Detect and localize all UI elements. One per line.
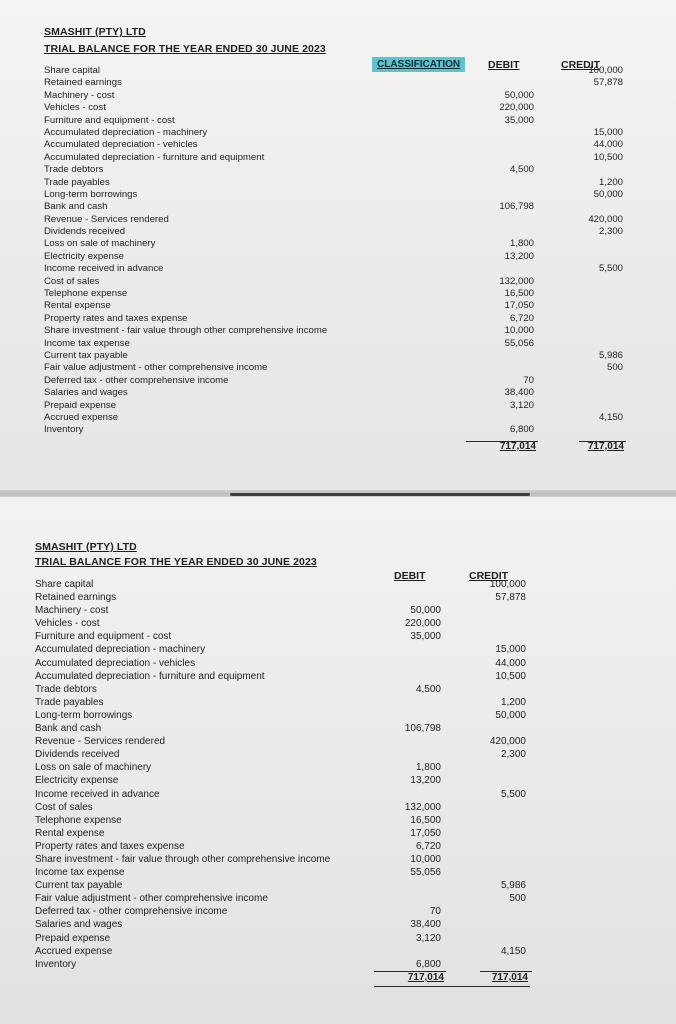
account-name: Income tax expense — [35, 867, 125, 879]
account-row — [35, 709, 635, 722]
debit-amount: 4,500 — [509, 164, 534, 176]
debit-total: 717,014 — [407, 972, 444, 983]
debit-amount: 50,000 — [410, 605, 441, 617]
account-row — [35, 866, 635, 879]
debit-amount: 55,056 — [410, 867, 441, 879]
credit-amount: 15,000 — [495, 644, 526, 656]
account-name: Rental expense — [35, 827, 105, 839]
account-row — [44, 288, 644, 300]
account-row — [44, 177, 644, 189]
account-row — [44, 214, 644, 226]
account-row — [35, 617, 635, 630]
account-row — [35, 827, 635, 840]
account-name: Furniture and equipment - cost — [35, 631, 172, 643]
account-row — [44, 139, 644, 151]
account-name: Dividends received — [44, 226, 126, 238]
account-row — [35, 932, 635, 945]
account-row — [44, 338, 644, 350]
credit-amount: 5,500 — [598, 263, 623, 275]
debit-header: DEBIT — [488, 59, 520, 71]
credit-amount: 500 — [606, 362, 623, 374]
account-row — [44, 263, 644, 275]
credit-amount: 44,000 — [495, 657, 526, 669]
credit-amount: 5,986 — [500, 880, 526, 892]
debit-amount: 6,800 — [509, 424, 534, 436]
debit-amount: 3,120 — [509, 399, 534, 411]
account-row — [44, 189, 644, 201]
credit-amount: 4,150 — [598, 411, 623, 423]
debit-amount: 3,120 — [415, 932, 441, 944]
debit-amount: 35,000 — [504, 114, 534, 126]
credit-amount: 50,000 — [495, 709, 526, 721]
debit-amount: 16,500 — [504, 288, 534, 300]
debit-amount: 10,000 — [504, 325, 534, 337]
account-row — [44, 375, 644, 387]
account-name: Accrued expense — [35, 945, 113, 957]
account-row — [35, 696, 635, 709]
account-name: Accrued expense — [44, 411, 119, 423]
account-name: Loss on sale of machinery — [35, 762, 152, 774]
account-row — [35, 604, 635, 617]
credit-amount: 15,000 — [593, 126, 623, 138]
account-row — [35, 945, 635, 958]
credit-amount: 50,000 — [593, 188, 623, 200]
account-name: Share investment - fair value through other comprehensive income — [35, 853, 331, 865]
account-name: Current tax payable — [35, 880, 123, 892]
debit-amount: 220,000 — [499, 102, 534, 114]
account-name: Cost of sales — [44, 275, 100, 287]
debit-amount: 50,000 — [504, 89, 534, 101]
account-name: Electricity expense — [35, 775, 119, 787]
debit-amount: 55,056 — [504, 337, 534, 349]
account-name: Accumulated depreciation - machinery — [35, 644, 206, 656]
debit-amount: 132,000 — [404, 801, 441, 813]
credit-total: 717,014 — [587, 441, 624, 452]
account-name: Salaries and wages — [44, 387, 128, 399]
fold-shadow — [230, 493, 530, 496]
double-underline — [374, 986, 530, 987]
account-row — [35, 918, 635, 931]
account-list — [44, 65, 644, 437]
account-row — [44, 300, 644, 312]
debit-amount: 70 — [429, 906, 441, 918]
credit-amount: 10,500 — [495, 670, 526, 682]
company-name: SMASHIT (PTY) LTD — [44, 26, 146, 38]
account-name: Income received in advance — [35, 788, 160, 800]
credit-header: CREDIT — [469, 570, 509, 582]
account-name: Bank and cash — [35, 723, 102, 735]
account-name: Share investment - fair value through other comprehensive income — [44, 325, 328, 337]
account-name: Cost of sales — [35, 801, 93, 813]
account-name: Retained earnings — [44, 77, 122, 89]
debit-amount: 4,500 — [415, 683, 441, 695]
account-row — [35, 879, 635, 892]
statement-title: TRIAL BALANCE FOR THE YEAR ENDED 30 JUNE 2023 — [35, 556, 317, 568]
account-row — [35, 774, 635, 787]
account-row — [35, 683, 635, 696]
account-row — [44, 424, 644, 436]
account-name: Telephone expense — [35, 814, 122, 826]
debit-header: DEBIT — [394, 570, 426, 582]
account-name: Inventory — [44, 424, 84, 436]
debit-amount: 106,798 — [404, 723, 441, 735]
account-name: Loss on sale of machinery — [44, 238, 156, 250]
account-name: Retained earnings — [35, 592, 117, 604]
account-row — [44, 77, 644, 89]
credit-total: 717,014 — [491, 972, 528, 983]
account-name: Machinery - cost — [35, 605, 109, 617]
credit-amount: 10,500 — [593, 151, 623, 163]
account-name: Fair value adjustment - other comprehensive income — [44, 362, 268, 374]
account-name: Electricity expense — [44, 250, 124, 262]
account-row — [35, 892, 635, 905]
account-name: Current tax payable — [44, 349, 128, 361]
debit-amount: 1,800 — [415, 762, 441, 774]
account-name: Share capital — [44, 65, 100, 76]
debit-amount: 6,720 — [415, 840, 441, 852]
classification-header: CLASSIFICATION — [372, 57, 465, 72]
credit-amount: 100,000 — [588, 65, 623, 76]
credit-amount: 5,500 — [500, 788, 526, 800]
account-name: Long-term borrowings — [35, 709, 133, 721]
account-name: Rental expense — [44, 300, 111, 312]
account-row — [44, 313, 644, 325]
account-name: Dividends received — [35, 749, 120, 761]
account-name: Bank and cash — [44, 201, 108, 213]
account-name: Revenue - Services rendered — [35, 736, 166, 748]
account-row — [35, 630, 635, 643]
credit-amount: 2,300 — [500, 749, 526, 761]
account-name: Accumulated depreciation - furniture and equipment — [35, 670, 265, 682]
debit-amount: 6,800 — [415, 958, 441, 970]
credit-amount: 500 — [509, 893, 526, 905]
debit-amount: 1,800 — [509, 238, 534, 250]
account-row — [35, 853, 635, 866]
account-name: Accumulated depreciation - vehicles — [44, 139, 198, 151]
account-name: Property rates and taxes expense — [44, 312, 188, 324]
debit-amount: 70 — [523, 374, 534, 386]
debit-amount: 13,200 — [410, 775, 441, 787]
credit-amount: 100,000 — [489, 579, 526, 590]
account-name: Prepaid expense — [35, 932, 111, 944]
debit-amount: 106,798 — [499, 201, 534, 213]
account-row — [35, 722, 635, 735]
account-name: Income tax expense — [44, 337, 130, 349]
account-row — [35, 958, 635, 971]
account-list — [35, 578, 635, 971]
account-row — [35, 578, 635, 591]
account-name: Revenue - Services rendered — [44, 213, 169, 225]
account-name: Long-term borrowings — [44, 188, 138, 200]
debit-amount: 17,050 — [504, 300, 534, 312]
account-row — [44, 201, 644, 213]
account-name: Accumulated depreciation - machinery — [44, 126, 208, 138]
credit-amount: 1,200 — [598, 176, 623, 188]
account-row — [44, 387, 644, 399]
account-row — [44, 238, 644, 250]
account-name: Vehicles - cost — [44, 102, 106, 114]
account-row — [44, 325, 644, 337]
debit-amount: 6,720 — [509, 312, 534, 324]
credit-amount: 57,878 — [593, 77, 623, 89]
account-row — [44, 362, 644, 374]
account-name: Trade debtors — [35, 683, 97, 695]
account-row — [44, 350, 644, 362]
account-name: Vehicles - cost — [35, 618, 100, 630]
credit-amount: 2,300 — [598, 226, 623, 238]
account-row — [35, 840, 635, 853]
account-row — [44, 102, 644, 114]
account-name: Accumulated depreciation - furniture and equipment — [44, 151, 265, 163]
account-row — [44, 226, 644, 238]
account-row — [35, 670, 635, 683]
account-name: Inventory — [35, 958, 77, 970]
statement-title: TRIAL BALANCE FOR THE YEAR ENDED 30 JUNE 2023 — [44, 43, 326, 55]
account-row — [44, 276, 644, 288]
debit-amount: 38,400 — [504, 387, 534, 399]
account-row — [44, 400, 644, 412]
account-row — [44, 90, 644, 102]
account-name: Deferred tax - other comprehensive income — [35, 906, 228, 918]
debit-amount: 13,200 — [504, 250, 534, 262]
account-row — [44, 164, 644, 176]
debit-amount: 132,000 — [499, 275, 534, 287]
credit-amount: 420,000 — [588, 213, 623, 225]
account-row — [35, 814, 635, 827]
account-row — [44, 412, 644, 424]
credit-amount: 5,986 — [598, 349, 623, 361]
account-row — [35, 591, 635, 604]
debit-amount: 17,050 — [410, 827, 441, 839]
account-name: Fair value adjustment - other comprehensive income — [35, 893, 268, 905]
account-name: Telephone expense — [44, 288, 128, 300]
account-name: Trade debtors — [44, 164, 104, 176]
company-name: SMASHIT (PTY) LTD — [35, 541, 137, 553]
account-row — [44, 65, 644, 77]
credit-amount: 420,000 — [489, 736, 526, 748]
account-row — [35, 788, 635, 801]
account-name: Share capital — [35, 579, 94, 590]
account-name: Deferred tax - other comprehensive income — [44, 374, 229, 386]
bottom-trial-balance-sheet — [0, 497, 676, 1024]
debit-amount: 220,000 — [404, 618, 441, 630]
credit-amount: 44,000 — [593, 139, 623, 151]
credit-amount: 1,200 — [500, 696, 526, 708]
credit-amount: 57,878 — [495, 592, 526, 604]
account-row — [44, 251, 644, 263]
credit-header: CREDIT — [561, 59, 601, 71]
account-name: Salaries and wages — [35, 919, 123, 931]
account-row — [35, 657, 635, 670]
debit-amount: 16,500 — [410, 814, 441, 826]
account-row — [35, 905, 635, 918]
account-name: Income received in advance — [44, 263, 164, 275]
account-name: Accumulated depreciation - vehicles — [35, 657, 196, 669]
debit-amount: 10,000 — [410, 853, 441, 865]
account-row — [35, 643, 635, 656]
account-name: Furniture and equipment - cost — [44, 114, 175, 126]
account-name: Property rates and taxes expense — [35, 840, 185, 852]
account-name: Machinery - cost — [44, 89, 115, 101]
account-row — [35, 801, 635, 814]
credit-amount: 4,150 — [500, 945, 526, 957]
account-name: Trade payables — [44, 176, 110, 188]
account-row — [35, 735, 635, 748]
account-row — [44, 127, 644, 139]
account-row — [44, 115, 644, 127]
account-row — [44, 152, 644, 164]
debit-amount: 35,000 — [410, 631, 441, 643]
account-row — [35, 761, 635, 774]
debit-amount: 38,400 — [410, 919, 441, 931]
top-trial-balance-sheet — [0, 0, 676, 492]
account-name: Trade payables — [35, 696, 104, 708]
account-name: Prepaid expense — [44, 399, 117, 411]
account-row — [35, 748, 635, 761]
debit-total: 717,014 — [499, 441, 536, 452]
